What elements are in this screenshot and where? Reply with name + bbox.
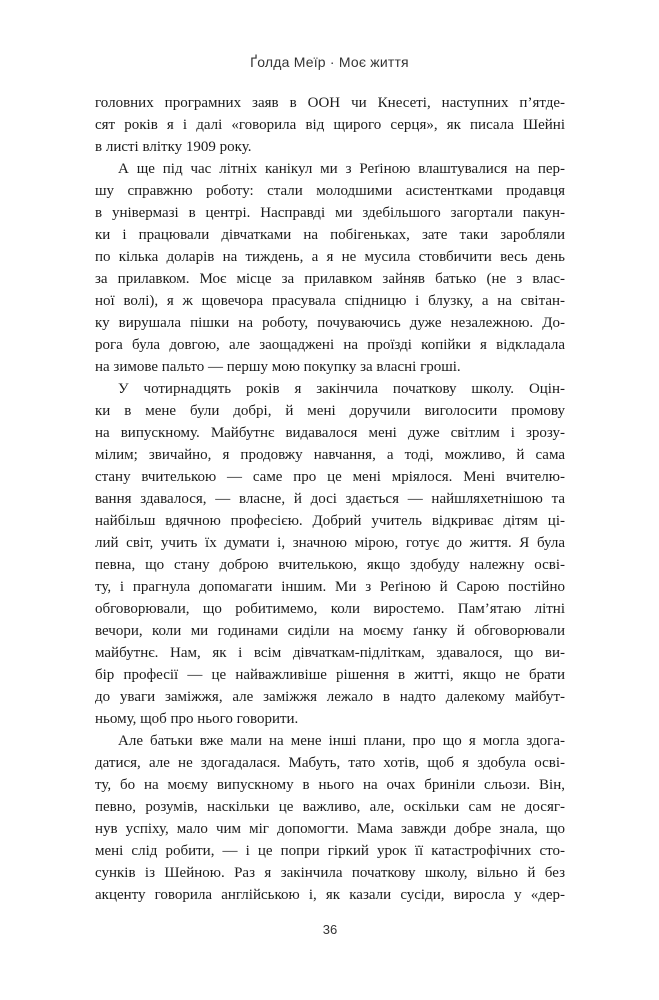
text-line: акценту говорила англійською і, як казали сусіди, виросла у «дер- [95,887,565,903]
text-line: по кілька доларів на тиждень, а я не мусила стовбичити весь день [95,249,565,265]
text-line: на випускному. Майбутнє видавалося мені дуже світлим і зрозу- [95,425,565,441]
body-text [95,92,565,906]
text-line: мілим; звичайно, я продовжу навчання, а тоді, можливо, й сама [95,447,565,463]
text-line: обговорювали, що робитимемо, коли виростемо. Пам’ятаю літні [95,601,565,617]
text-line: за прилавком. Моє місце за прилавком зайняв батько (не з влас- [95,271,565,287]
text-line: на зимове пальто — першу мою покупку за власні гроші. [95,359,461,375]
text-line: ту, бо на моєму випускному в нього на очах бриніли сльози. Він, [95,777,565,793]
running-header: Ґолда Меїр · Моє життя [250,54,409,70]
text-line: ної волі), я ж щовечора прасувала спідницю і блузку, а на світан- [95,293,565,309]
text-line: стану вчителькою — саме про це мені мріялося. Мені вчителю- [95,469,565,485]
text-line: вечори, коли ми годинами сиділи на моєму ґанку й обговорювали [95,623,565,639]
text-line: головних програмних заяв в ООН чи Кнесеті, наступних п’ятде- [95,95,565,111]
text-line: певна, що стану доброю вчителькою, якщо здобуду належну осві- [95,557,565,573]
text-line: ки і працювали дівчатками на побігеньках, зате таки заробляли [95,227,565,243]
text-line: в листі влітку 1909 року. [95,139,252,155]
text-line: У чотирнадцять років я закінчила початкову школу. Оцін- [118,381,565,397]
text-line: сунків із Шейною. Раз я закінчила початкову школу, вільно й без [95,865,565,881]
text-line: найбільш вдячною професією. Добрий учитель відкриває дітям ці- [95,513,565,529]
text-line: А ще під час літніх канікул ми з Реґіною влаштувалися на пер- [118,161,565,177]
paragraph [95,378,565,730]
text-line: лий світ, учить їх думати і, значною мірою, готує до життя. Я була [95,535,565,551]
paragraph [95,158,565,378]
text-line: ньому, щоб про нього говорити. [95,711,299,727]
text-line: бір професії — це найважливіше рішення в житті, якщо не брати [95,667,565,683]
text-line: ки в мене були добрі, й мені доручили виголосити промову [95,403,565,419]
text-line: сят років я і далі «говорила від щирого серця», як писала Шейні [95,117,565,133]
text-line: майбутнє. Нам, як і всім дівчаткам-підліткам, здавалося, що ви- [95,645,565,661]
text-line: вання здавалося, — власне, й досі здається — найшляхетнішою та [95,491,565,507]
text-line: до уваги заміжжя, але заміжжя лежало в надто далекому майбут- [95,689,565,705]
text-line: ку вирушала пішки на роботу, почуваючись дуже незалежною. До- [95,315,565,331]
text-line: ту, і прагнула допомагати іншим. Ми з Реґіною й Сарою постійно [95,579,565,595]
text-line: датися, але не здогадалася. Мабуть, тато хотів, щоб я здобула осві- [95,755,565,771]
text-line: Але батьки вже мали на мене інші плани, про що я могла здога- [118,733,565,749]
text-line: певно, розумів, наскільки це важливо, але, оскільки сам не досяг- [95,799,565,815]
text-line: в універмазі в центрі. Насправді ми здебільшого загортали пакун- [95,205,565,221]
paragraph [95,92,565,158]
text-line: шу справжню роботу: стали молодшими асистентками продавця [95,183,565,199]
paragraph [95,730,565,906]
page-number: 36 [322,922,338,937]
text-line: мені слід робити, — і це попри гіркий урок її катастрофічних сто- [95,843,565,859]
text-line: рога була довгою, але заощаджені на проїзді копійки я відкладала [95,337,565,353]
text-line: нув успіху, мало чим міг допомогти. Мама завжди добре знала, що [95,821,565,837]
